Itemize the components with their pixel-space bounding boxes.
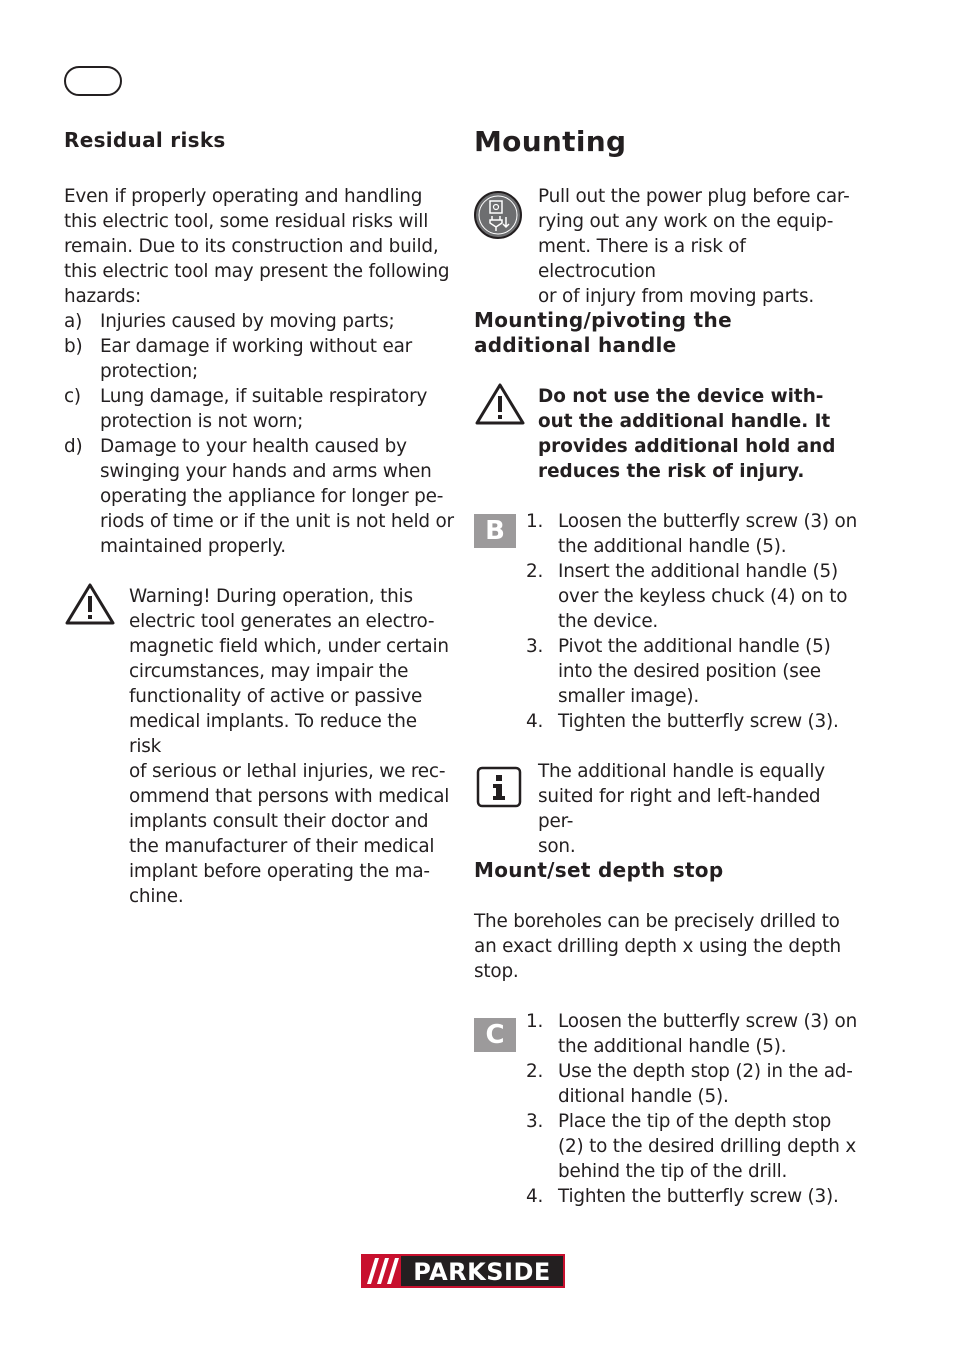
list-item: 3. Place the tip of the depth stop (2) to the desired drilling depth x behind the tip of the drill.: [526, 1111, 857, 1182]
list-item: 1. Loosen the butterfly screw (3) on the additional handle (5).: [526, 1011, 858, 1057]
list-item: d) Damage to your health caused by swinging your hands and arms when operating the appliance for longer pe- riods of time or if the unit is not held or maintained properly.: [64, 436, 454, 557]
list-item: b) Ear damage if working without ear protection;: [64, 336, 413, 382]
warning-triangle-icon: [64, 582, 116, 626]
handle-heading: Mounting/pivoting the additional handle: [474, 308, 732, 357]
hazard-list: [64, 309, 454, 559]
warning-triangle-icon: [474, 382, 526, 426]
list-item: 4. Tighten the butterfly screw (3).: [526, 711, 839, 732]
residual-risks-heading: Residual risks: [64, 128, 226, 152]
figure-c-label: C: [474, 1018, 516, 1052]
list-item: 1. Loosen the butterfly screw (3) on the additional handle (5).: [526, 511, 858, 557]
language-badge: [64, 66, 122, 96]
depth-stop-intro: The boreholes can be precisely drilled to an exact drilling depth x using the depth stop.: [474, 911, 841, 982]
handle-warning: Do not use the device with- out the additional handle. It provides additional hold and reduces the risk of injury.: [538, 386, 836, 482]
list-item: c) Lung damage, if suitable respiratory protection is not worn;: [64, 386, 428, 432]
list-item: 2. Insert the additional handle (5) over the keyless chuck (4) on to the device.: [526, 561, 848, 632]
depth-stop-heading: Mount/set depth stop: [474, 858, 724, 882]
svg-text:PARKSIDE: PARKSIDE: [413, 1258, 551, 1286]
info-icon: [476, 766, 522, 808]
power-plug-note: Pull out the power plug before car- rying out any work on the equip- ment. There is a risk of electrocution or of injury from moving parts.: [538, 186, 850, 307]
info-note: The additional handle is equally suited for right and left-handed per- son.: [538, 761, 825, 857]
mounting-title: Mounting: [474, 125, 627, 158]
depth-steps: [526, 1009, 860, 1209]
emf-warning-text: Warning! During operation, this electric tool generates an electro- magnetic field which, under certain circumstances, may impair the functionality of active or passive medical implants. To reduce the risk of serious or lethal injuries, we rec- ommend that persons with medical implants consult their doctor and the manufacturer of their medical implant before operating the ma- chine.: [129, 586, 450, 907]
residual-risks-intro: Even if properly operating and handling this electric tool, some residual risks will remain. Due to its construction and build, this electric tool may present the following hazards: a) Injuries caused by moving parts; b) Ear damage if working without ear protection; c) Lung damage, if suitable respiratory protection is not worn; d) Damage to your health caused by swinging your hands and arms when operating the appliance for longer pe- riods of time or if the unit is not held or maintained properly.: [64, 186, 454, 557]
list-item: a) Injuries caused by moving parts;: [64, 311, 395, 332]
parkside-logo: [361, 1254, 565, 1288]
handle-steps: [526, 509, 860, 734]
figure-b-label: B: [474, 514, 516, 548]
list-item: 4. Tighten the butterfly screw (3).: [526, 1186, 839, 1207]
list-item: 2. Use the depth stop (2) in the ad- ditional handle (5).: [526, 1061, 853, 1107]
list-item: 3. Pivot the additional handle (5) into the desired position (see smaller image).: [526, 636, 831, 707]
power-plug-icon: [473, 190, 523, 240]
left-column: [64, 128, 448, 153]
